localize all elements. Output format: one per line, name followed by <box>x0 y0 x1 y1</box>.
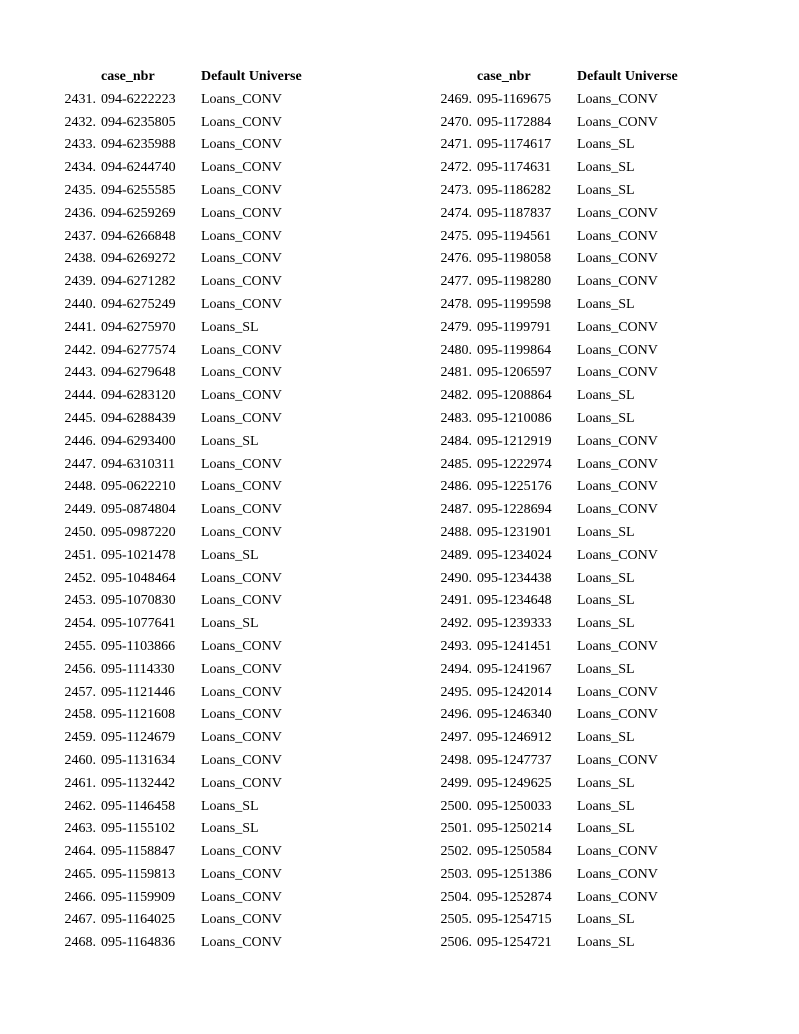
row-number: 2470. <box>440 114 472 130</box>
row-number: 2498. <box>440 752 472 768</box>
case-nbr-cell: 094-6255585 <box>101 182 176 198</box>
case-nbr-cell: 095-1174631 <box>477 160 552 176</box>
row-number: 2506. <box>440 935 472 951</box>
row-number: 2464. <box>64 844 96 860</box>
row-number: 2433. <box>64 137 96 153</box>
row-number: 2450. <box>64 524 96 540</box>
universe-cell: Loans_CONV <box>577 502 658 518</box>
row-number: 2457. <box>64 684 96 700</box>
universe-cell: Loans_CONV <box>577 684 658 700</box>
row-number: 2459. <box>64 730 96 746</box>
universe-cell: Loans_CONV <box>201 91 282 107</box>
row-number: 2462. <box>64 798 96 814</box>
case-nbr-cell: 094-6288439 <box>101 410 176 426</box>
row-number: 2500. <box>440 798 472 814</box>
case-nbr-cell: 095-1159909 <box>101 889 176 905</box>
universe-cell: Loans_SL <box>201 821 259 837</box>
case-nbr-cell: 094-6235988 <box>101 137 176 153</box>
universe-cell: Loans_CONV <box>201 160 282 176</box>
universe-cell: Loans_CONV <box>201 730 282 746</box>
universe-cell: Loans_CONV <box>577 365 658 381</box>
case-nbr-cell: 095-1242014 <box>477 684 552 700</box>
row-number: 2443. <box>64 365 96 381</box>
universe-cell: Loans_CONV <box>201 524 282 540</box>
case-nbr-cell: 095-1206597 <box>477 365 552 381</box>
case-nbr-header: case_nbr <box>477 69 531 84</box>
universe-cell: Loans_SL <box>577 160 635 176</box>
case-nbr-cell: 094-6259269 <box>101 205 176 221</box>
case-nbr-cell: 095-1208864 <box>477 388 552 404</box>
universe-cell: Loans_SL <box>201 798 259 814</box>
case-nbr-cell: 095-1146458 <box>101 798 176 814</box>
universe-cell: Loans_CONV <box>201 707 282 723</box>
case-nbr-cell: 094-6277574 <box>101 342 176 358</box>
case-nbr-cell: 095-1222974 <box>477 456 552 472</box>
row-number: 2465. <box>64 866 96 882</box>
universe-cell: Loans_CONV <box>201 388 282 404</box>
row-number: 2483. <box>440 410 472 426</box>
universe-cell: Loans_CONV <box>201 661 282 677</box>
universe-cell: Loans_SL <box>577 570 635 586</box>
row-number: 2505. <box>440 912 472 928</box>
case-nbr-cell: 095-1155102 <box>101 821 176 837</box>
row-number: 2485. <box>440 456 472 472</box>
row-number: 2474. <box>440 205 472 221</box>
universe-cell: Loans_CONV <box>201 844 282 860</box>
case-nbr-cell: 095-1172884 <box>477 114 552 130</box>
case-nbr-cell: 094-6279648 <box>101 365 176 381</box>
universe-cell: Loans_CONV <box>577 547 658 563</box>
universe-cell: Loans_SL <box>577 410 635 426</box>
case-nbr-cell: 095-1241967 <box>477 661 552 677</box>
case-nbr-cell: 095-1158847 <box>101 844 176 860</box>
case-nbr-cell: 095-1254715 <box>477 912 552 928</box>
universe-cell: Loans_CONV <box>201 365 282 381</box>
row-number: 2490. <box>440 570 472 586</box>
universe-cell: Loans_CONV <box>577 205 658 221</box>
row-number: 2493. <box>440 638 472 654</box>
case-nbr-cell: 094-6283120 <box>101 388 176 404</box>
row-number: 2468. <box>64 935 96 951</box>
case-nbr-cell: 095-1194561 <box>477 228 552 244</box>
universe-cell: Loans_CONV <box>577 844 658 860</box>
case-nbr-cell: 095-0987220 <box>101 524 176 540</box>
case-nbr-cell: 095-1234648 <box>477 593 552 609</box>
case-nbr-cell: 095-1252874 <box>477 889 552 905</box>
row-number: 2477. <box>440 274 472 290</box>
row-number: 2472. <box>440 160 472 176</box>
universe-cell: Loans_CONV <box>201 935 282 951</box>
row-number: 2494. <box>440 661 472 677</box>
row-number: 2501. <box>440 821 472 837</box>
case-nbr-cell: 095-1247737 <box>477 752 552 768</box>
case-nbr-cell: 095-1254721 <box>477 935 552 951</box>
row-number: 2447. <box>64 456 96 472</box>
universe-cell: Loans_CONV <box>201 752 282 768</box>
universe-cell: Loans_CONV <box>577 319 658 335</box>
row-number: 2496. <box>440 707 472 723</box>
case-nbr-cell: 095-1234438 <box>477 570 552 586</box>
case-nbr-cell: 095-1246340 <box>477 707 552 723</box>
row-number: 2504. <box>440 889 472 905</box>
row-number: 2499. <box>440 775 472 791</box>
case-nbr-header: case_nbr <box>101 69 155 84</box>
universe-cell: Loans_CONV <box>201 638 282 654</box>
universe-cell: Loans_CONV <box>201 570 282 586</box>
case-nbr-cell: 094-6222223 <box>101 91 176 107</box>
universe-cell: Loans_CONV <box>577 228 658 244</box>
row-number: 2476. <box>440 251 472 267</box>
universe-cell: Loans_SL <box>577 935 635 951</box>
case-nbr-cell: 095-1121446 <box>101 684 176 700</box>
case-nbr-cell: 095-1249625 <box>477 775 552 791</box>
case-nbr-cell: 095-1250214 <box>477 821 552 837</box>
universe-cell: Loans_CONV <box>577 251 658 267</box>
row-number: 2452. <box>64 570 96 586</box>
universe-cell: Loans_CONV <box>577 752 658 768</box>
universe-cell: Loans_CONV <box>201 114 282 130</box>
row-number: 2451. <box>64 547 96 563</box>
universe-cell: Loans_SL <box>577 821 635 837</box>
row-number: 2495. <box>440 684 472 700</box>
row-number: 2432. <box>64 114 96 130</box>
universe-cell: Loans_CONV <box>577 707 658 723</box>
row-number: 2444. <box>64 388 96 404</box>
case-nbr-cell: 095-1186282 <box>477 182 552 198</box>
row-number: 2491. <box>440 593 472 609</box>
universe-cell: Loans_SL <box>577 296 635 312</box>
case-nbr-cell: 095-1231901 <box>477 524 552 540</box>
universe-cell: Loans_SL <box>201 616 259 632</box>
universe-cell: Loans_CONV <box>577 342 658 358</box>
case-nbr-cell: 095-1103866 <box>101 638 176 654</box>
row-number: 2488. <box>440 524 472 540</box>
universe-cell: Loans_CONV <box>201 502 282 518</box>
row-number: 2460. <box>64 752 96 768</box>
universe-cell: Loans_CONV <box>577 638 658 654</box>
universe-cell: Loans_CONV <box>201 456 282 472</box>
row-number: 2442. <box>64 342 96 358</box>
row-number: 2489. <box>440 547 472 563</box>
row-number: 2484. <box>440 433 472 449</box>
universe-cell: Loans_CONV <box>577 433 658 449</box>
case-nbr-cell: 095-1241451 <box>477 638 552 654</box>
universe-cell: Loans_CONV <box>201 866 282 882</box>
case-nbr-cell: 095-1234024 <box>477 547 552 563</box>
case-nbr-cell: 094-6275249 <box>101 296 176 312</box>
universe-cell: Loans_SL <box>201 319 259 335</box>
default-universe-header: Default Universe <box>577 69 678 84</box>
row-number: 2478. <box>440 296 472 312</box>
universe-cell: Loans_CONV <box>577 91 658 107</box>
case-nbr-cell: 094-6310311 <box>101 456 176 472</box>
universe-cell: Loans_SL <box>577 912 635 928</box>
case-nbr-cell: 094-6244740 <box>101 160 176 176</box>
universe-cell: Loans_SL <box>577 661 635 677</box>
universe-cell: Loans_CONV <box>577 866 658 882</box>
row-number: 2461. <box>64 775 96 791</box>
case-nbr-cell: 095-1246912 <box>477 730 552 746</box>
row-number: 2434. <box>64 160 96 176</box>
case-nbr-cell: 095-1198280 <box>477 274 552 290</box>
case-nbr-cell: 095-1212919 <box>477 433 552 449</box>
row-number: 2467. <box>64 912 96 928</box>
universe-cell: Loans_CONV <box>201 251 282 267</box>
row-number: 2436. <box>64 205 96 221</box>
case-nbr-cell: 095-1239333 <box>477 616 552 632</box>
case-nbr-cell: 095-1174617 <box>477 137 552 153</box>
universe-cell: Loans_CONV <box>577 479 658 495</box>
case-nbr-cell: 095-1199864 <box>477 342 552 358</box>
row-number: 2502. <box>440 844 472 860</box>
universe-cell: Loans_CONV <box>201 912 282 928</box>
case-nbr-cell: 095-1131634 <box>101 752 176 768</box>
universe-cell: Loans_CONV <box>201 410 282 426</box>
case-nbr-cell: 095-1048464 <box>101 570 176 586</box>
case-nbr-cell: 095-1250584 <box>477 844 552 860</box>
row-number: 2446. <box>64 433 96 449</box>
universe-cell: Loans_CONV <box>201 228 282 244</box>
row-number: 2458. <box>64 707 96 723</box>
universe-cell: Loans_CONV <box>201 479 282 495</box>
case-nbr-cell: 095-1021478 <box>101 547 176 563</box>
case-nbr-cell: 095-1164025 <box>101 912 176 928</box>
row-number: 2487. <box>440 502 472 518</box>
row-number: 2445. <box>64 410 96 426</box>
case-nbr-cell: 094-6235805 <box>101 114 176 130</box>
case-nbr-cell: 095-1132442 <box>101 775 176 791</box>
row-number: 2438. <box>64 251 96 267</box>
universe-cell: Loans_SL <box>201 433 259 449</box>
universe-cell: Loans_SL <box>577 730 635 746</box>
universe-cell: Loans_SL <box>577 182 635 198</box>
row-number: 2454. <box>64 616 96 632</box>
row-number: 2440. <box>64 296 96 312</box>
row-number: 2456. <box>64 661 96 677</box>
universe-cell: Loans_SL <box>201 547 259 563</box>
case-nbr-cell: 095-1169675 <box>477 91 552 107</box>
row-number: 2486. <box>440 479 472 495</box>
row-number: 2437. <box>64 228 96 244</box>
row-number: 2441. <box>64 319 96 335</box>
universe-cell: Loans_SL <box>577 616 635 632</box>
case-nbr-cell: 095-1070830 <box>101 593 176 609</box>
universe-cell: Loans_CONV <box>201 182 282 198</box>
case-nbr-cell: 095-1198058 <box>477 251 552 267</box>
case-nbr-cell: 095-1114330 <box>101 661 175 677</box>
universe-cell: Loans_CONV <box>577 889 658 905</box>
case-nbr-cell: 095-1124679 <box>101 730 176 746</box>
case-nbr-cell: 094-6269272 <box>101 251 176 267</box>
row-number: 2448. <box>64 479 96 495</box>
universe-cell: Loans_CONV <box>201 342 282 358</box>
row-number: 2435. <box>64 182 96 198</box>
universe-cell: Loans_CONV <box>577 456 658 472</box>
row-number: 2463. <box>64 821 96 837</box>
universe-cell: Loans_CONV <box>201 205 282 221</box>
case-nbr-cell: 095-1210086 <box>477 410 552 426</box>
row-number: 2431. <box>64 91 96 107</box>
universe-cell: Loans_CONV <box>201 137 282 153</box>
row-number: 2492. <box>440 616 472 632</box>
universe-cell: Loans_SL <box>577 137 635 153</box>
universe-cell: Loans_SL <box>577 798 635 814</box>
row-number: 2482. <box>440 388 472 404</box>
row-number: 2473. <box>440 182 472 198</box>
row-number: 2471. <box>440 137 472 153</box>
case-nbr-cell: 095-1251386 <box>477 866 552 882</box>
row-number: 2466. <box>64 889 96 905</box>
universe-cell: Loans_CONV <box>201 296 282 312</box>
case-nbr-cell: 094-6266848 <box>101 228 176 244</box>
row-number: 2469. <box>440 91 472 107</box>
row-number: 2480. <box>440 342 472 358</box>
case-nbr-cell: 094-6271282 <box>101 274 176 290</box>
default-universe-header: Default Universe <box>201 69 302 84</box>
row-number: 2475. <box>440 228 472 244</box>
row-number: 2481. <box>440 365 472 381</box>
case-nbr-cell: 095-0622210 <box>101 479 176 495</box>
row-number: 2497. <box>440 730 472 746</box>
universe-cell: Loans_CONV <box>201 684 282 700</box>
case-nbr-cell: 095-1077641 <box>101 616 176 632</box>
case-nbr-cell: 094-6275970 <box>101 319 176 335</box>
universe-cell: Loans_CONV <box>201 775 282 791</box>
universe-cell: Loans_SL <box>577 775 635 791</box>
case-nbr-cell: 095-1250033 <box>477 798 552 814</box>
row-number: 2455. <box>64 638 96 654</box>
case-nbr-cell: 095-1187837 <box>477 205 552 221</box>
case-nbr-cell: 095-1199791 <box>477 319 552 335</box>
universe-cell: Loans_CONV <box>201 889 282 905</box>
row-number: 2453. <box>64 593 96 609</box>
universe-cell: Loans_CONV <box>577 274 658 290</box>
universe-cell: Loans_CONV <box>577 114 658 130</box>
universe-cell: Loans_CONV <box>201 274 282 290</box>
universe-cell: Loans_CONV <box>201 593 282 609</box>
universe-cell: Loans_SL <box>577 524 635 540</box>
case-nbr-cell: 095-1199598 <box>477 296 552 312</box>
case-nbr-cell: 095-1121608 <box>101 707 176 723</box>
case-nbr-cell: 095-1164836 <box>101 935 176 951</box>
case-nbr-cell: 094-6293400 <box>101 433 176 449</box>
case-nbr-cell: 095-1159813 <box>101 866 176 882</box>
case-nbr-cell: 095-0874804 <box>101 502 176 518</box>
row-number: 2479. <box>440 319 472 335</box>
universe-cell: Loans_SL <box>577 593 635 609</box>
row-number: 2439. <box>64 274 96 290</box>
row-number: 2449. <box>64 502 96 518</box>
case-nbr-cell: 095-1228694 <box>477 502 552 518</box>
case-nbr-cell: 095-1225176 <box>477 479 552 495</box>
universe-cell: Loans_SL <box>577 388 635 404</box>
row-number: 2503. <box>440 866 472 882</box>
